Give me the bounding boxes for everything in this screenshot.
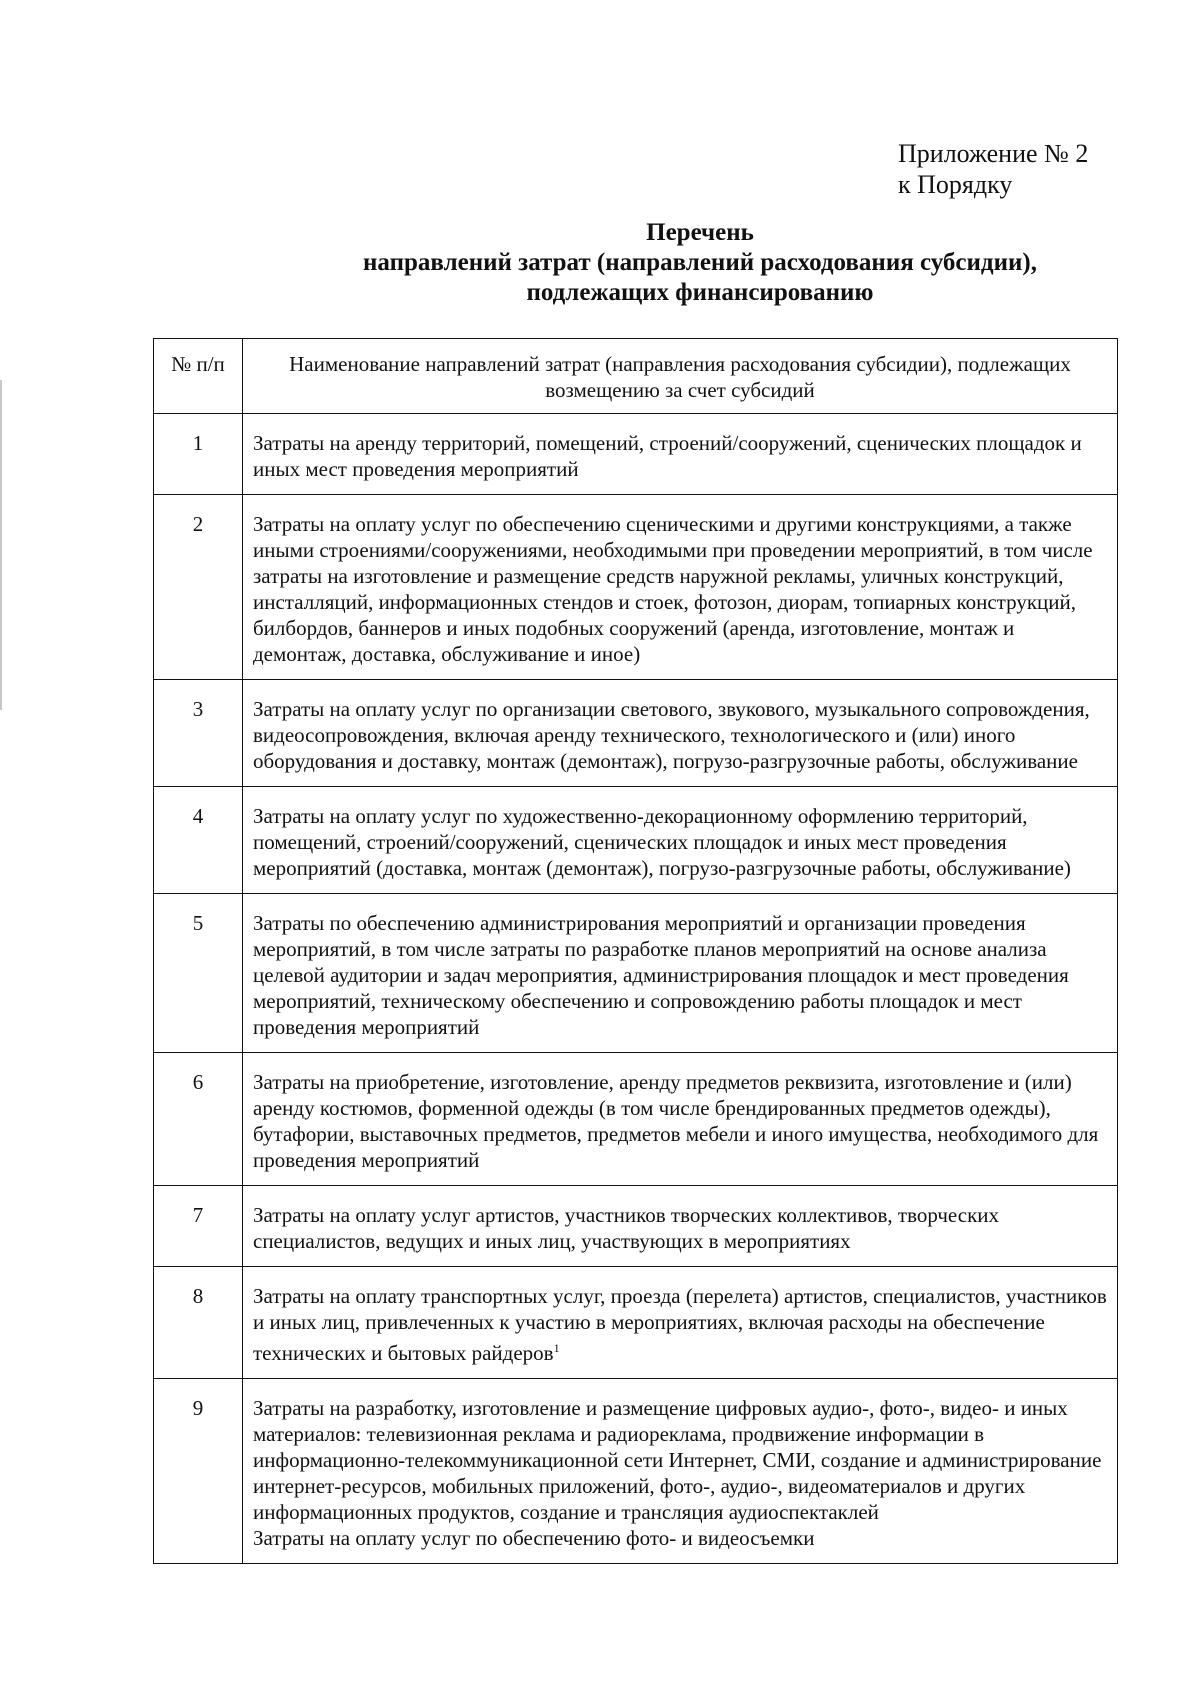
row-number: 5 bbox=[154, 894, 243, 1053]
row-text-cell bbox=[243, 1267, 1118, 1379]
table-row bbox=[154, 1053, 1118, 1186]
title-line-2: направлений затрат (направлений расходования субсидии), bbox=[363, 249, 1037, 276]
row-text: Затраты на аренду территорий, помещений, строений/сооружений, сценических площадок и иных мест проведения мероприятий bbox=[243, 414, 1118, 495]
row-text: Затраты на оплату услуг по художественно-декорационному оформлению территорий, помещений, строений/сооружений, сценических площадок и иных мест проведения мероприятий (доставка, монтаж (демонтаж), погрузо-разгрузочные работы, обслуживание) bbox=[243, 787, 1118, 894]
annex-line-1: Приложение № 2 bbox=[898, 139, 1089, 168]
row-number: 4 bbox=[154, 787, 243, 894]
row-number: 3 bbox=[154, 680, 243, 787]
table-row bbox=[154, 495, 1118, 680]
row-number: 7 bbox=[154, 1186, 243, 1267]
row-text: Затраты по обеспечению администрирования мероприятий и организации проведения мероприятий, в том числе затраты по разработке планов мероприятий на основе анализа целевой аудитории и задач мероприятия, администрирования площадок и мест проведения мероприятий, техническому обеспечению и сопровождению работы площадок и мест проведения мероприятий bbox=[243, 894, 1118, 1053]
table-row bbox=[154, 680, 1118, 787]
table-row bbox=[154, 1267, 1118, 1379]
row-number: 6 bbox=[154, 1053, 243, 1186]
row-number: 2 bbox=[154, 495, 243, 680]
table-header-row bbox=[154, 339, 1118, 414]
footnote-marker: 1 bbox=[553, 1341, 560, 1355]
row-number: 1 bbox=[154, 414, 243, 495]
row-text: Затраты на приобретение, изготовление, аренду предметов реквизита, изготовление и (или) аренду костюмов, форменной одежды (в том числе брендированных предметов одежды), бутафории, выставочных предметов, предметов мебели и иного имущества, необходимого для проведения мероприятий bbox=[243, 1053, 1118, 1186]
table-row bbox=[154, 1379, 1118, 1564]
title-line-1: Перечень bbox=[646, 219, 754, 246]
row-text-additional: Затраты на оплату услуг по обеспечению фото- и видеосъемки bbox=[253, 1526, 815, 1550]
row-text: Затраты на оплату транспортных услуг, проезда (перелета) артистов, специалистов, участников и иных лиц, привлеченных к участию в мероприятиях, включая расходы на обеспечение технических и бытовых райдеров bbox=[253, 1284, 1107, 1365]
annex-line-2: к Порядку bbox=[898, 170, 1013, 199]
row-text: Затраты на оплату услуг по организации светового, звукового, музыкального сопровождения, видеосопровождения, включая аренду технического, технологического и (или) иного оборудования и доставку, монтаж (демонтаж), погрузо-разгрузочные работы, обслуживание bbox=[243, 680, 1118, 787]
row-number: 9 bbox=[154, 1379, 243, 1564]
row-text-cell bbox=[243, 1379, 1118, 1564]
document-title bbox=[150, 218, 1200, 308]
header-number: № п/п bbox=[154, 339, 243, 414]
row-text: Затраты на разработку, изготовление и размещение цифровых аудио-, фото-, видео- и иных материалов: телевизионная реклама и радиореклама, продвижение информации в информационно-телекоммуникационной сети Интернет, СМИ, создание и администрирование интернет-ресурсов, мобильных приложений, фото-, аудио-, видеоматериалов и других информационных продуктов, создание и трансляция аудиоспектаклей bbox=[253, 1396, 1102, 1524]
table-row bbox=[154, 787, 1118, 894]
row-number: 8 bbox=[154, 1267, 243, 1379]
row-text: Затраты на оплату услуг по обеспечению сценическими и другими конструкциями, а также иными строениями/сооружениями, необходимыми при проведении мероприятий, в том числе затраты на изготовление и размещение средств наружной рекламы, уличных конструкций, инсталляций, информационных стендов и стоек, фотозон, диорам, топиарных конструкций, билбордов, баннеров и иных подобных сооружений (аренда, изготовление, монтаж и демонтаж, доставка, обслуживание и иное) bbox=[243, 495, 1118, 680]
expenses-table bbox=[153, 338, 1118, 1564]
table-row bbox=[154, 1186, 1118, 1267]
row-text: Затраты на оплату услуг артистов, участников творческих коллективов, творческих специалистов, ведущих и иных лиц, участвующих в мероприятиях bbox=[243, 1186, 1118, 1267]
annex-reference bbox=[898, 138, 1088, 200]
title-line-3: подлежащих финансированию bbox=[526, 279, 874, 306]
header-name: Наименование направлений затрат (направления расходования субсидии), подлежащих возмещению за счет субсидий bbox=[243, 339, 1118, 414]
scan-edge-mark bbox=[0, 380, 2, 710]
table-row bbox=[154, 894, 1118, 1053]
table-row bbox=[154, 414, 1118, 495]
